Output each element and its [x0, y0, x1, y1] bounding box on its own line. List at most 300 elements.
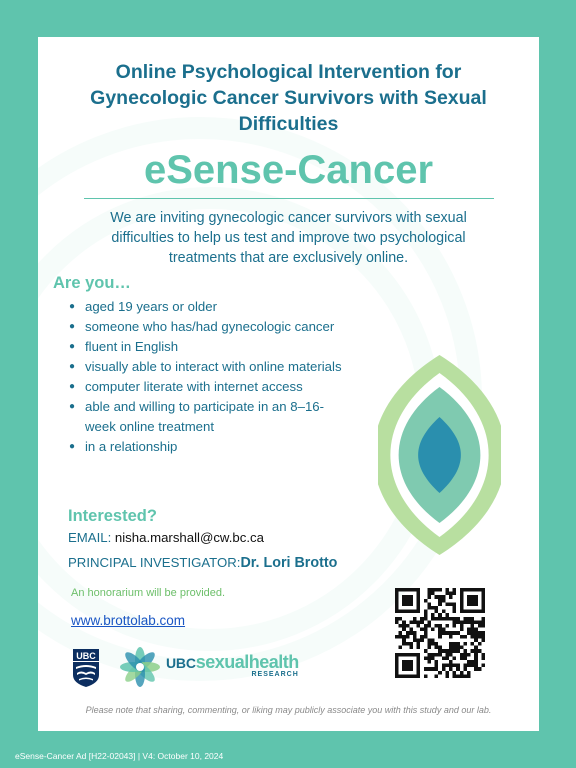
bullet-icon: ● — [69, 341, 76, 352]
wordmark-sub: RESEARCH — [251, 671, 299, 678]
qr-module — [463, 649, 467, 653]
qr-module — [409, 631, 413, 635]
qr-module — [438, 671, 442, 675]
qr-module — [435, 617, 439, 621]
qr-module — [460, 588, 464, 592]
qr-module — [474, 649, 478, 653]
bullet-icon: ● — [69, 301, 76, 312]
qr-module — [471, 599, 475, 603]
qr-module — [409, 610, 413, 614]
qr-module — [463, 588, 467, 592]
qr-module — [399, 635, 403, 639]
qr-module — [449, 592, 453, 596]
qr-module — [478, 631, 482, 635]
qr-module — [406, 674, 410, 678]
qr-module — [474, 588, 478, 592]
qr-module — [417, 653, 421, 657]
list-item: ● fluent in English — [52, 337, 352, 357]
qr-module — [395, 606, 399, 610]
qr-module — [417, 588, 421, 592]
qr-module — [474, 628, 478, 632]
qr-module — [460, 620, 464, 624]
sexual-health-flower-icon — [120, 647, 160, 687]
qr-module — [424, 613, 428, 617]
qr-module — [427, 620, 431, 624]
qr-module — [474, 620, 478, 624]
qr-module — [467, 664, 471, 668]
qr-module — [431, 592, 435, 596]
qr-module — [481, 635, 485, 639]
qr-module — [449, 631, 453, 635]
qr-module — [399, 631, 403, 635]
qr-module — [402, 660, 406, 664]
qr-module — [474, 595, 478, 599]
qr-module — [424, 599, 428, 603]
qr-module — [395, 610, 399, 614]
qr-module — [409, 653, 413, 657]
qr-module — [460, 674, 464, 678]
qr-module — [474, 667, 478, 671]
qr-module — [474, 602, 478, 606]
qr-module — [438, 599, 442, 603]
qr-module — [406, 599, 410, 603]
qr-module — [442, 628, 446, 632]
email-line — [68, 530, 264, 545]
qr-module — [420, 628, 424, 632]
qr-module — [456, 642, 460, 646]
qr-module — [395, 592, 399, 596]
qr-module — [438, 617, 442, 621]
qr-module — [467, 617, 471, 621]
qr-module — [431, 617, 435, 621]
qr-module — [438, 595, 442, 599]
qr-module — [463, 617, 467, 621]
qr-module — [409, 664, 413, 668]
qr-module — [463, 620, 467, 624]
qr-module — [481, 602, 485, 606]
qr-module — [445, 671, 449, 675]
qr-module — [460, 635, 464, 639]
qr-module — [417, 646, 421, 650]
qr-module — [481, 631, 485, 635]
qr-module — [427, 624, 431, 628]
qr-module — [395, 635, 399, 639]
qr-module — [402, 642, 406, 646]
qr-module — [409, 595, 413, 599]
list-item: ● in a relationship — [52, 437, 352, 457]
qr-module — [445, 602, 449, 606]
qr-module — [427, 660, 431, 664]
email-label: EMAIL: — [68, 530, 112, 545]
qr-module — [449, 602, 453, 606]
qr-module — [402, 610, 406, 614]
qr-module — [471, 602, 475, 606]
qr-module — [481, 638, 485, 642]
qr-module — [460, 624, 464, 628]
qr-module — [449, 635, 453, 639]
qr-module — [417, 606, 421, 610]
pi-name: Dr. Lori Brotto — [240, 555, 338, 571]
qr-module — [453, 617, 457, 621]
qr-module — [474, 599, 478, 603]
qr-module — [467, 610, 471, 614]
qr-module — [445, 656, 449, 660]
qr-module — [409, 588, 413, 592]
qr-module — [453, 602, 457, 606]
qr-module — [417, 624, 421, 628]
qr-module — [471, 624, 475, 628]
qr-module — [442, 664, 446, 668]
qr-module — [427, 642, 431, 646]
qr-module — [406, 660, 410, 664]
qr-module — [474, 660, 478, 664]
qr-module — [406, 624, 410, 628]
qr-module — [467, 653, 471, 657]
divider — [84, 198, 494, 199]
qr-module — [438, 602, 442, 606]
qr-module — [424, 635, 428, 639]
bullet-icon: ● — [69, 441, 76, 452]
qr-module — [438, 649, 442, 653]
qr-module — [406, 588, 410, 592]
list-item: ● aged 19 years or older — [52, 297, 352, 317]
qr-module — [395, 602, 399, 606]
qr-module — [471, 617, 475, 621]
qr-module — [413, 610, 417, 614]
qr-module — [424, 649, 428, 653]
qr-module — [420, 638, 424, 642]
qr-module — [413, 674, 417, 678]
qr-module — [427, 656, 431, 660]
qr-module — [471, 628, 475, 632]
qr-module — [467, 599, 471, 603]
qr-module — [463, 674, 467, 678]
qr-module — [481, 592, 485, 596]
qr-module — [417, 610, 421, 614]
qr-module — [456, 664, 460, 668]
qr-module — [402, 635, 406, 639]
qr-module — [463, 653, 467, 657]
are-you-heading: Are you… — [53, 274, 131, 292]
qr-module — [438, 628, 442, 632]
qr-module — [417, 599, 421, 603]
qr-module — [456, 667, 460, 671]
qr-module — [481, 595, 485, 599]
qr-module — [402, 595, 406, 599]
qr-code-icon[interactable] — [395, 588, 485, 678]
qr-module — [420, 620, 424, 624]
bullet-icon: ● — [69, 401, 76, 412]
interested-heading: Interested? — [68, 507, 157, 525]
qr-module — [424, 624, 428, 628]
qr-module — [395, 664, 399, 668]
qr-module — [474, 646, 478, 650]
qr-module — [435, 674, 439, 678]
qr-module — [442, 617, 446, 621]
qr-module — [445, 613, 449, 617]
qr-module — [474, 610, 478, 614]
list-item: ● able and willing to participate in an 8–16-week online treatment — [69, 399, 324, 434]
qr-module — [435, 653, 439, 657]
qr-module — [420, 635, 424, 639]
qr-module — [456, 620, 460, 624]
qr-module — [409, 646, 413, 650]
qr-module — [453, 642, 457, 646]
qr-module — [445, 588, 449, 592]
qr-module — [413, 617, 417, 621]
qr-module — [435, 660, 439, 664]
qr-module — [453, 610, 457, 614]
qr-module — [460, 646, 464, 650]
qr-module — [460, 653, 464, 657]
qr-module — [481, 624, 485, 628]
qr-module — [481, 656, 485, 660]
leaf-motif-icon — [378, 355, 501, 555]
qr-module — [406, 631, 410, 635]
qr-module — [399, 624, 403, 628]
qr-module — [453, 606, 457, 610]
qr-module — [460, 610, 464, 614]
qr-module — [460, 628, 464, 632]
qr-module — [413, 620, 417, 624]
qr-module — [449, 649, 453, 653]
qr-module — [431, 588, 435, 592]
qr-module — [406, 635, 410, 639]
qr-module — [463, 635, 467, 639]
qr-module — [427, 646, 431, 650]
qr-module — [442, 610, 446, 614]
qr-module — [467, 660, 471, 664]
qr-module — [395, 656, 399, 660]
qr-module — [395, 653, 399, 657]
qr-module — [395, 595, 399, 599]
qr-module — [453, 592, 457, 596]
qr-module — [460, 599, 464, 603]
qr-module — [409, 620, 413, 624]
qr-module — [424, 667, 428, 671]
qr-module — [402, 624, 406, 628]
qr-module — [406, 610, 410, 614]
qr-module — [449, 653, 453, 657]
qr-module — [417, 674, 421, 678]
qr-module — [420, 617, 424, 621]
qr-module — [471, 635, 475, 639]
qr-module — [417, 671, 421, 675]
qr-module — [481, 664, 485, 668]
qr-module — [431, 653, 435, 657]
qr-module — [442, 656, 446, 660]
qr-module — [442, 649, 446, 653]
qr-module — [474, 664, 478, 668]
qr-module — [435, 606, 439, 610]
qr-module — [453, 674, 457, 678]
qr-module — [449, 646, 453, 650]
qr-module — [409, 642, 413, 646]
qr-module — [481, 599, 485, 603]
qr-module — [399, 617, 403, 621]
qr-module — [453, 646, 457, 650]
qr-module — [449, 595, 453, 599]
qr-module — [445, 592, 449, 596]
qr-module — [460, 671, 464, 675]
qr-module — [427, 592, 431, 596]
qr-module — [409, 628, 413, 632]
qr-module — [402, 638, 406, 642]
qr-module — [424, 628, 428, 632]
qr-module — [413, 631, 417, 635]
honorarium-note: An honorarium will be provided. — [71, 587, 226, 599]
qr-module — [456, 674, 460, 678]
qr-module — [402, 588, 406, 592]
qr-module — [395, 599, 399, 603]
qr-module — [463, 664, 467, 668]
qr-module — [417, 664, 421, 668]
qr-module — [478, 642, 482, 646]
qr-module — [478, 610, 482, 614]
qr-module — [463, 656, 467, 660]
qr-module — [406, 653, 410, 657]
qr-module — [395, 620, 399, 624]
qr-module — [395, 617, 399, 621]
qr-module — [427, 606, 431, 610]
wordmark-prefix: UBC — [166, 655, 196, 671]
qr-module — [435, 642, 439, 646]
flyer-card — [38, 37, 539, 731]
qr-module — [453, 664, 457, 668]
qr-module — [453, 620, 457, 624]
qr-module — [431, 642, 435, 646]
qr-module — [431, 656, 435, 660]
pi-line — [68, 555, 337, 571]
qr-module — [471, 642, 475, 646]
qr-module — [460, 592, 464, 596]
qr-module — [460, 656, 464, 660]
qr-module — [478, 667, 482, 671]
ubc-crest-icon — [73, 649, 99, 687]
qr-module — [417, 638, 421, 642]
qr-module — [471, 649, 475, 653]
qr-module — [442, 667, 446, 671]
qr-module — [406, 602, 410, 606]
qr-module — [417, 656, 421, 660]
qr-module — [449, 642, 453, 646]
qr-module — [438, 646, 442, 650]
flyer-title: Online Psychological Intervention for Gynecologic Cancer Survivors with Sexual Difficulties — [90, 61, 487, 135]
list-item: ● computer literate with internet access — [52, 377, 352, 397]
qr-module — [456, 617, 460, 621]
qr-module — [435, 588, 439, 592]
qr-module — [424, 617, 428, 621]
qr-module — [471, 588, 475, 592]
qr-module — [471, 660, 475, 664]
qr-module — [431, 628, 435, 632]
qr-module — [435, 624, 439, 628]
qr-module — [406, 595, 410, 599]
qr-module — [453, 588, 457, 592]
qr-module — [402, 667, 406, 671]
qr-module — [406, 664, 410, 668]
qr-module — [453, 624, 457, 628]
qr-module — [481, 606, 485, 610]
qr-module — [402, 628, 406, 632]
qr-module — [395, 660, 399, 664]
qr-module — [395, 671, 399, 675]
qr-module — [453, 631, 457, 635]
qr-module — [417, 620, 421, 624]
qr-module — [409, 667, 413, 671]
qr-module — [427, 588, 431, 592]
study-name: eSense-Cancer — [143, 148, 434, 192]
bullet-icon: ● — [69, 321, 76, 332]
qr-module — [417, 602, 421, 606]
qr-module — [395, 674, 399, 678]
qr-module — [399, 653, 403, 657]
qr-module — [395, 667, 399, 671]
qr-module — [463, 667, 467, 671]
website-link[interactable]: www.brottolab.com — [71, 613, 186, 628]
bullet-icon: ● — [69, 381, 76, 392]
qr-module — [409, 674, 413, 678]
qr-module — [456, 649, 460, 653]
footer-version: eSense-Cancer Ad [H22-02043] | V4: October 10, 2024 — [15, 751, 224, 761]
qr-module — [399, 610, 403, 614]
qr-module — [467, 595, 471, 599]
sexual-health-wordmark — [166, 652, 299, 678]
qr-module — [417, 642, 421, 646]
qr-module — [467, 631, 471, 635]
qr-module — [449, 667, 453, 671]
qr-module — [474, 631, 478, 635]
qr-module — [413, 635, 417, 639]
qr-module — [453, 671, 457, 675]
qr-module — [474, 638, 478, 642]
qr-module — [406, 667, 410, 671]
wordmark-main: sexualhealth — [195, 652, 299, 672]
qr-module — [435, 664, 439, 668]
qr-module — [471, 610, 475, 614]
qr-module — [453, 649, 457, 653]
qr-module — [467, 628, 471, 632]
qr-module — [435, 667, 439, 671]
qr-module — [409, 599, 413, 603]
qr-module — [456, 631, 460, 635]
ubc-logo-text: UBC — [76, 651, 96, 661]
qr-module — [427, 653, 431, 657]
email-address[interactable]: nisha.marshall@cw.bc.ca — [114, 530, 264, 545]
qr-module — [417, 667, 421, 671]
qr-module — [427, 638, 431, 642]
qr-module — [474, 656, 478, 660]
qr-module — [413, 588, 417, 592]
qr-module — [406, 642, 410, 646]
qr-module — [431, 606, 435, 610]
qr-module — [424, 610, 428, 614]
qr-module — [467, 588, 471, 592]
qr-module — [481, 617, 485, 621]
qr-module — [467, 602, 471, 606]
qr-module — [445, 664, 449, 668]
qr-module — [427, 667, 431, 671]
intro-text: We are inviting gynecologic cancer survivors with sexual difficulties to help us test and improve two psychological treatments that are exclusively online. — [110, 210, 467, 266]
qr-module — [399, 588, 403, 592]
qr-module — [435, 646, 439, 650]
qr-module — [449, 664, 453, 668]
qr-module — [399, 674, 403, 678]
qr-module — [438, 653, 442, 657]
qr-module — [460, 602, 464, 606]
qr-module — [471, 631, 475, 635]
qr-module — [402, 674, 406, 678]
